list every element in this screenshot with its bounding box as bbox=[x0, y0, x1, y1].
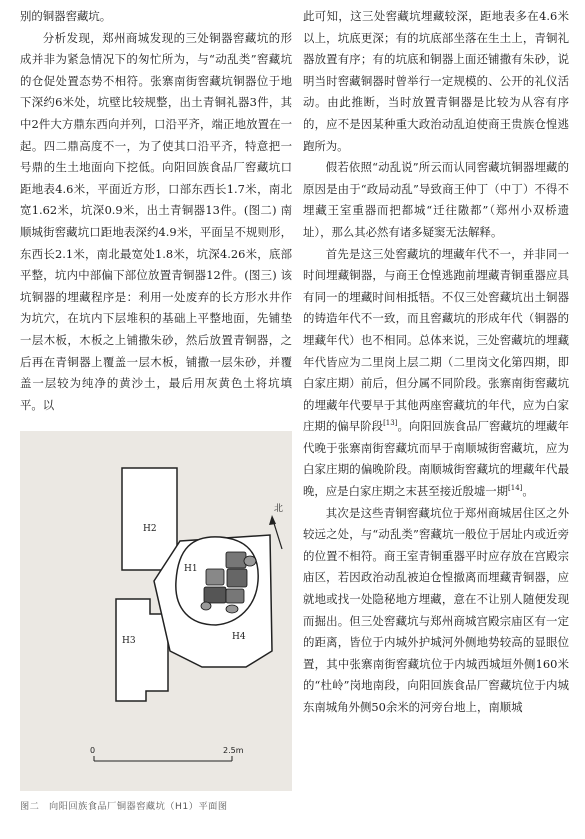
left-paragraph-1: 分析发现，郑州商城发现的三处铜器窖藏坑的形成并非为紧急情况下的匆忙所为，与“动乱类”窖藏坑的仓促处置态势不相符。张寨南街窖藏坑铜器位于地下深约6米处，坑壁比较规整，出土青铜礼器3件，其中2件大方鼎东西向并列，口沿平齐，端正地放置在一起。四二鼎高度不一，为了使其口沿平齐，特意把一号鼎的生土地面向下挖低。向阳回族食品厂窖藏坑口距地表4.6米，平面近方形，口部东西长1.7米，南北宽1.62米，坑深0.9米，出土青铜器13件。(图二) 南顺城街窖藏坑口距地表深约4.9米，平面呈不规则形，东西长2.1米，南北最宽处1.8米，坑深4.26米，底部平整，坑内中部偏下部位放置青铜器12件。(图三) 该坑铜器的埋藏程序是：利用一处废弃的长方形水井作为坑穴，在坑内下层堆积的基础上平整地面，先铺垫一层木板，木板之上铺撒朱砂，然后放置青铜器，之后再在青铜器上覆盖一层木板，铺撒一层朱砂，并覆盖一层较为纯净的黄沙土，最后用灰黄色土将坑填平。以 bbox=[20, 30, 292, 412]
scale-start-label: 0 bbox=[90, 746, 96, 755]
scale-bar bbox=[90, 746, 244, 761]
reference-13[interactable]: [13] bbox=[383, 419, 398, 428]
figure-caption: 图二 向阳回族食品厂铜器窖藏坑（H1）平面图 bbox=[20, 801, 228, 812]
right-column bbox=[303, 6, 569, 719]
left-top-line: 别的铜器窖藏坑。 bbox=[20, 9, 112, 23]
right-paragraph-1: 此可知，这三处窖藏坑埋藏较深，距地表多在4.6米以上，坑底更深；有的坑底部坐落在生土上，青铜礼器放置有序；有的坑底和铜器上面还铺撒有朱砂，说明当时窖藏铜器时曾举行一定规模的、公开的礼仪活动。由此推断，当时放置青铜器是比较为从容有序的，应不是因某种重大政治动乱迫使商王贵族仓惶逃跑所为。 bbox=[303, 9, 569, 153]
scale-end-label: 2.5m bbox=[223, 746, 244, 755]
right-paragraph-4: 其次是这些青铜窖藏坑位于郑州商城居住区之外较远之处，与“动乱类”窖藏坑一般位于居址内或近旁的位置不相符。商王室青铜重器平时应存放在宫殿宗庙区，若因政治动乱被迫仓惶撤离而埋藏青铜器，应就地或找一处隐秘地方埋藏，意在不让别人随便发现而掘出。但三处窖藏坑与郑州商城宫殿宗庙区有一定的距离，皆位于内城外护城河外侧地势较高的显眼位置，其中张寨南街窖藏坑位于内城西城垣外侧160米的“杜岭”岗地南段，向阳回族食品厂窖藏坑位于内城东南城角外侧50余米的河旁台地上，南顺城 bbox=[303, 505, 569, 714]
label-h3: H3 bbox=[122, 636, 136, 646]
figure-plan bbox=[20, 431, 292, 791]
reference-14[interactable]: [14] bbox=[508, 484, 523, 493]
plan-drawing bbox=[20, 431, 292, 791]
right-paragraph-3b-text: 。向阳回族食品厂窖藏坑的埋藏年代晚于张寨南街窖藏坑而早于南顺城街窖藏坑，应为白家庄期的偏晚阶段。南顺城街窖藏坑的埋藏年代最晚，应是白家庄期之末甚至接近殷墟一期 bbox=[303, 419, 569, 499]
label-h4: H4 bbox=[232, 632, 246, 642]
left-column bbox=[20, 6, 292, 416]
label-h2: H2 bbox=[143, 524, 157, 534]
right-paragraph-3-text: 首先是这三处窖藏坑的埋藏年代不一，并非同一时间埋藏铜器，与商王仓惶逃跑前埋藏青铜重器应具有同一的埋藏时间相抵牾。不仅三处窖藏坑出土铜器的铸造年代不一致，而且窖藏坑的形成年代（铜器的埋藏年代）也不相同。总体来说，三处窖藏坑的埋藏年代皆应为二里岗上层二期（二里岗文化第四期，即白家庄期）前后，但分属不同阶段。张寨南街窖藏坑的埋藏年代要早于其他两座窖藏坑的年代，应为白家庄期的偏早阶段 bbox=[303, 246, 569, 434]
right-paragraph-3: 首先是这三处窖藏坑的埋藏年代不一，并非同一时间埋藏铜器，与商王仓惶逃跑前埋藏青铜重器应具有同一的埋藏时间相抵牾。不仅三处窖藏坑出土铜器的铸造年代不一致，而且窖藏坑的形成年代（铜器的埋藏年代）也不相同。总体来说，三处窖藏坑的埋藏年代皆应为二里岗上层二期（二里岗文化第四期，即白家庄期）前后，但分属不同阶段。张寨南街窖藏坑的埋藏年代要早于其他两座窖藏坑的年代，应为白家庄期的偏早阶段[13]。向阳回族食品厂窖藏坑的埋藏年代晚于张寨南街窖藏坑而早于南顺城街窖藏坑，应为白家庄期的偏晚阶段。南顺城街窖藏坑的埋藏年代最晚，应是白家庄期之末甚至接近殷墟一期[14]。 bbox=[303, 246, 569, 499]
right-paragraph-2: 假若依照“动乱说”所云而认同窖藏坑铜器埋藏的原因是由于“政局动乱”导致商王仲丁（中丁）不得不埋藏王室重器而把都城“迁往隞都”（郑州小双桥遗址），那么其必然有诸多疑窦无法解释。 bbox=[303, 160, 569, 239]
north-arrow-icon bbox=[269, 502, 283, 549]
svg-text:北: 北 bbox=[274, 504, 284, 514]
pit-h2-outline bbox=[122, 468, 177, 570]
label-h1: H1 bbox=[184, 564, 198, 574]
pit-h3-outline bbox=[116, 599, 168, 701]
